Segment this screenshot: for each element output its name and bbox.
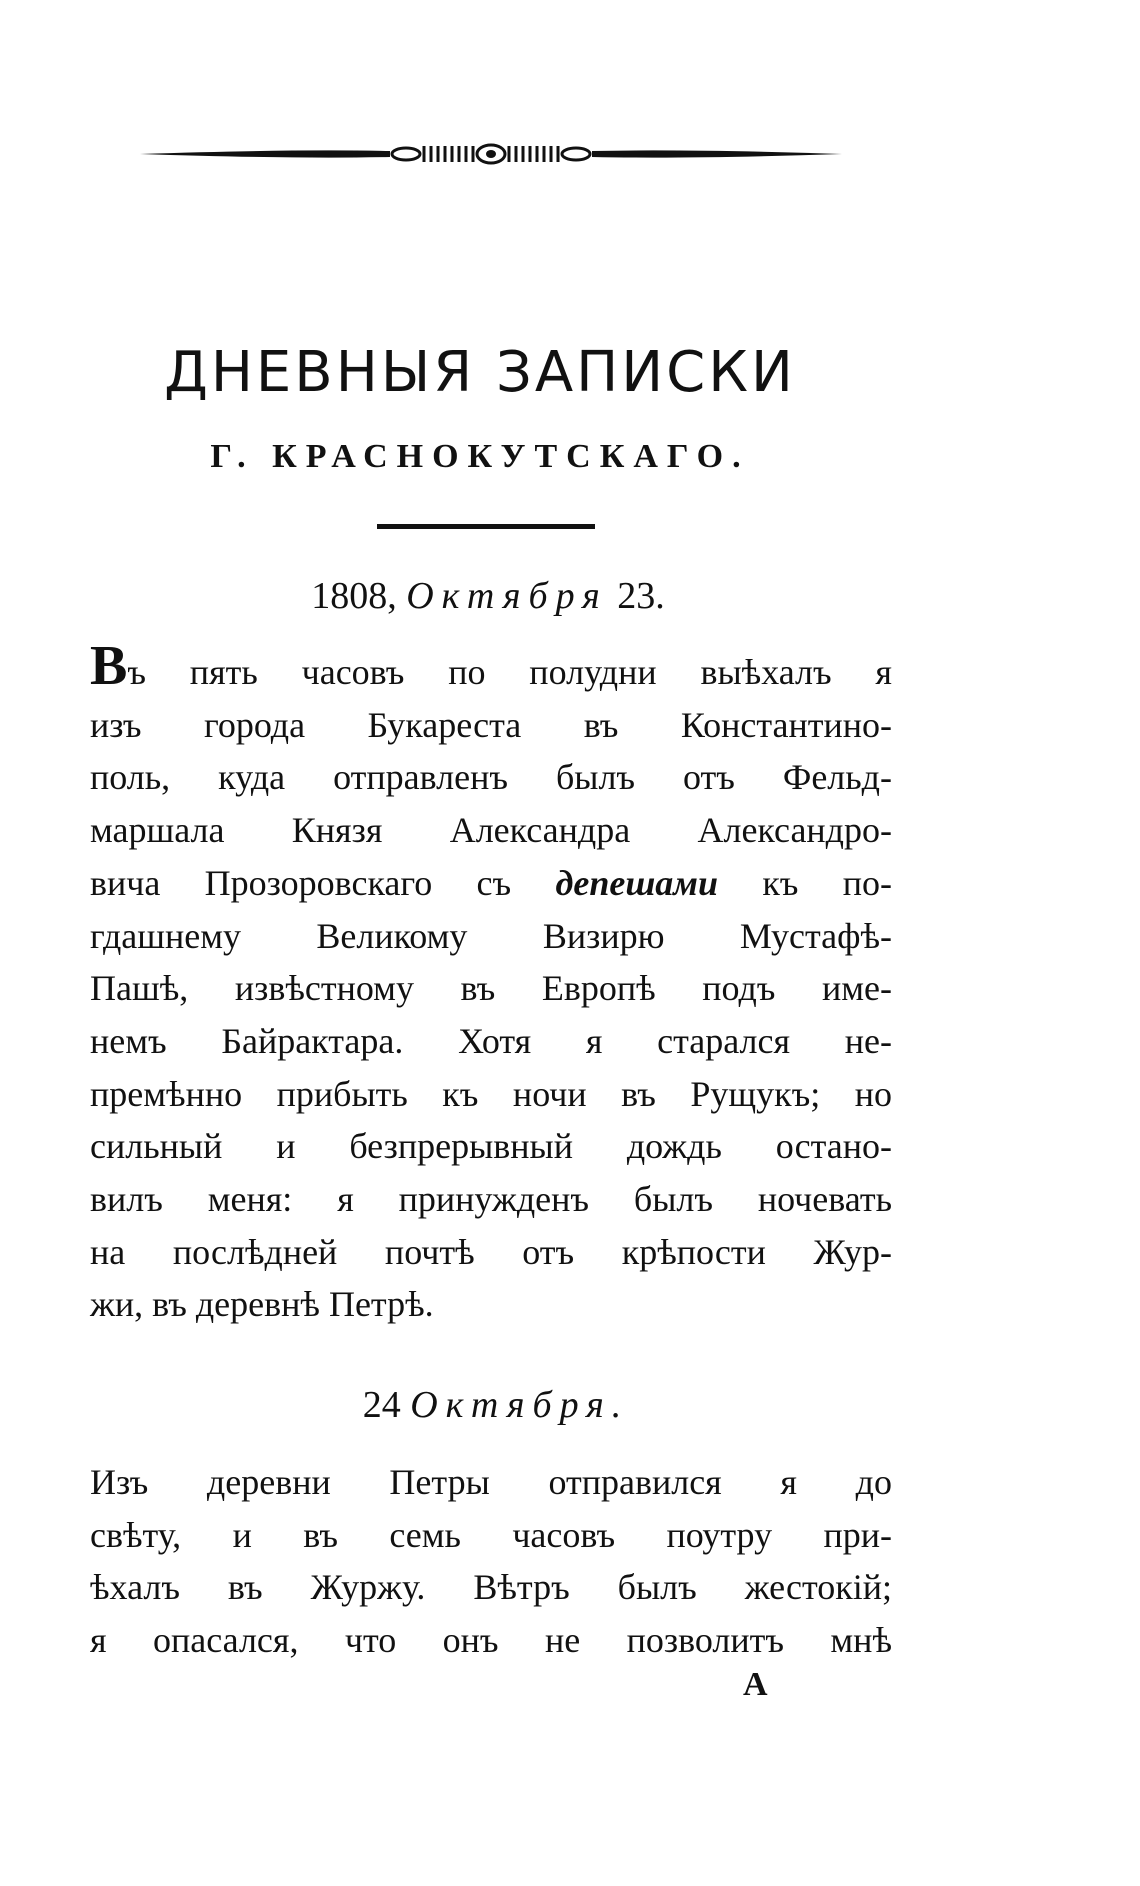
page-title: ДНЕВНЫЯ ЗАПИСКИ [164,340,796,405]
entry-date-1 [8,574,968,618]
drop-cap: В [90,635,128,697]
text-line: сильный и безпрерывный дождь остано- [90,1126,892,1167]
entry-text-1 [90,635,893,1331]
ornament-rule-icon [140,140,842,168]
entry-text-2 [90,1456,892,1667]
text-line [90,635,892,699]
date-month: Октября. [410,1384,630,1426]
date-month: Октября [406,575,608,617]
text-line: свѣту, и въ семь часовъ поутру при- [90,1514,892,1555]
date-day: 23. [617,575,665,617]
text-line: Пашѣ, извѣстному въ Европѣ подъ име- [90,968,892,1009]
signature-mark: А [743,1666,768,1703]
text-line: ѣхалъ въ Журжу. Вѣтръ былъ жестокій; [90,1567,892,1608]
text-line: на послѣдней почтѣ отъ крѣпости Жур- [90,1231,892,1272]
text-line [90,857,892,910]
title-divider [377,524,595,529]
text-line: жи, въ деревнѣ Петрѣ. [90,1284,434,1325]
italic-word: депешами [555,862,718,903]
text-line: гдашнему Великому Визирю Мустафѣ- [90,915,892,956]
line-text: къ по- [718,862,893,903]
text-line: премѣнно прибыть къ ночи въ Рущукъ; но [90,1073,892,1114]
entry-date-2 [16,1383,976,1427]
text-line: маршала Князя Александра Александро- [90,810,892,851]
text-line: Изъ деревни Петры отправился я до [90,1462,892,1502]
author-subtitle: Г. КРАСНОКУТСКАГО. [210,438,750,475]
text-line: поль, куда отправленъ былъ отъ Фельд- [90,757,892,798]
text-line: вилъ меня: я принужденъ былъ ночевать [90,1179,892,1220]
text-line: я опасался, что онъ не позволитъ мнѣ [90,1620,892,1661]
date-year: 1808, [311,575,397,617]
text-line: немъ Байрактара. Хотя я старался не- [90,1020,892,1061]
line-text: ъ пять часовъ по полудни выѣхалъ я [127,652,892,692]
line-text: вича Прозоровскаго съ [90,862,556,903]
text-line: изъ города Букареста въ Константино- [90,704,892,745]
date-day: 24 [362,1384,401,1426]
